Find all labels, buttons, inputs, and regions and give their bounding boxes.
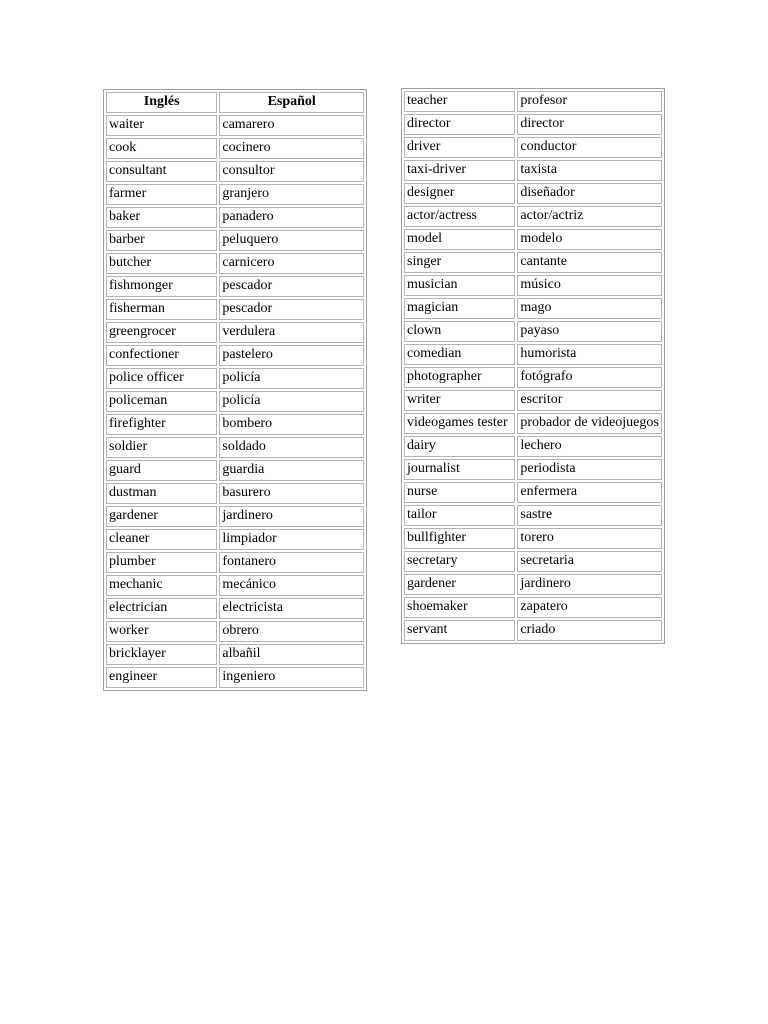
english-word: dairy (404, 436, 515, 457)
table-row (404, 252, 662, 273)
table-row (106, 506, 364, 527)
english-word: electrician (106, 598, 217, 619)
english-word: fisherman (106, 299, 217, 320)
table-row (404, 505, 662, 526)
spanish-word: camarero (219, 115, 364, 136)
english-word: tailor (404, 505, 515, 526)
table-row (404, 413, 662, 434)
table-row (404, 206, 662, 227)
spanish-word: pescador (219, 299, 364, 320)
vocabulary-table-right (401, 88, 665, 644)
spanish-word: peluquero (219, 230, 364, 251)
english-word: director (404, 114, 515, 135)
english-word: cleaner (106, 529, 217, 550)
spanish-word: mago (517, 298, 662, 319)
spanish-word: criado (517, 620, 662, 641)
spanish-word: músico (517, 275, 662, 296)
english-word: gardener (106, 506, 217, 527)
left-table-body (106, 115, 364, 688)
spanish-word: cocinero (219, 138, 364, 159)
table-row (106, 345, 364, 366)
spanish-word: policía (219, 391, 364, 412)
table-row (106, 230, 364, 251)
english-word: greengrocer (106, 322, 217, 343)
table-row (404, 160, 662, 181)
spanish-word: director (517, 114, 662, 135)
table-row (106, 161, 364, 182)
spanish-word: taxista (517, 160, 662, 181)
table-row (106, 322, 364, 343)
spanish-word: mecánico (219, 575, 364, 596)
table-row (106, 368, 364, 389)
spanish-word: cantante (517, 252, 662, 273)
english-word: teacher (404, 91, 515, 112)
spanish-word: consultor (219, 161, 364, 182)
spanish-word: fotógrafo (517, 367, 662, 388)
spanish-word: escritor (517, 390, 662, 411)
english-word: writer (404, 390, 515, 411)
english-word: fishmonger (106, 276, 217, 297)
table-row (106, 437, 364, 458)
english-word: servant (404, 620, 515, 641)
header-ingles: Inglés (106, 92, 217, 113)
spanish-word: sastre (517, 505, 662, 526)
english-word: taxi-driver (404, 160, 515, 181)
spanish-word: obrero (219, 621, 364, 642)
table-row (106, 644, 364, 665)
table-row (404, 551, 662, 572)
english-word: bricklayer (106, 644, 217, 665)
table-row (404, 114, 662, 135)
table-row (106, 207, 364, 228)
spanish-word: secretaria (517, 551, 662, 572)
english-word: worker (106, 621, 217, 642)
english-word: nurse (404, 482, 515, 503)
spanish-word: carnicero (219, 253, 364, 274)
english-word: engineer (106, 667, 217, 688)
english-word: musician (404, 275, 515, 296)
spanish-word: fontanero (219, 552, 364, 573)
spanish-word: lechero (517, 436, 662, 457)
table-row (106, 552, 364, 573)
english-word: designer (404, 183, 515, 204)
english-word: bullfighter (404, 528, 515, 549)
spanish-word: diseñador (517, 183, 662, 204)
spanish-word: soldado (219, 437, 364, 458)
table-row (404, 436, 662, 457)
table-row (106, 115, 364, 136)
spanish-word: humorista (517, 344, 662, 365)
english-word: journalist (404, 459, 515, 480)
right-table-body (404, 91, 662, 641)
english-word: photographer (404, 367, 515, 388)
english-word: guard (106, 460, 217, 481)
table-row (404, 528, 662, 549)
table-row (404, 390, 662, 411)
spanish-word: policía (219, 368, 364, 389)
table-row (106, 184, 364, 205)
english-word: actor/actress (404, 206, 515, 227)
english-word: secretary (404, 551, 515, 572)
table-row (404, 344, 662, 365)
english-word: confectioner (106, 345, 217, 366)
spanish-word: actor/actriz (517, 206, 662, 227)
table-row (404, 137, 662, 158)
spanish-word: conductor (517, 137, 662, 158)
english-word: videogames tester (404, 413, 515, 434)
english-word: shoemaker (404, 597, 515, 618)
english-word: policeman (106, 391, 217, 412)
english-word: farmer (106, 184, 217, 205)
english-word: singer (404, 252, 515, 273)
spanish-word: pescador (219, 276, 364, 297)
table-row (404, 321, 662, 342)
header-row (106, 92, 364, 113)
table-row (106, 575, 364, 596)
spanish-word: torero (517, 528, 662, 549)
english-word: comedian (404, 344, 515, 365)
table-row (404, 597, 662, 618)
table-row (106, 253, 364, 274)
table-row (106, 598, 364, 619)
english-word: magician (404, 298, 515, 319)
table-row (106, 621, 364, 642)
table-row (106, 483, 364, 504)
spanish-word: modelo (517, 229, 662, 250)
spanish-word: jardinero (517, 574, 662, 595)
english-word: soldier (106, 437, 217, 458)
table-row (404, 620, 662, 641)
table-row (106, 276, 364, 297)
spanish-word: pastelero (219, 345, 364, 366)
english-word: plumber (106, 552, 217, 573)
english-word: driver (404, 137, 515, 158)
table-row (404, 91, 662, 112)
spanish-word: verdulera (219, 322, 364, 343)
spanish-word: albañil (219, 644, 364, 665)
table-row (404, 482, 662, 503)
english-word: butcher (106, 253, 217, 274)
table-row (404, 183, 662, 204)
english-word: model (404, 229, 515, 250)
spanish-word: jardinero (219, 506, 364, 527)
spanish-word: guardia (219, 460, 364, 481)
english-word: dustman (106, 483, 217, 504)
english-word: cook (106, 138, 217, 159)
spanish-word: basurero (219, 483, 364, 504)
spanish-word: profesor (517, 91, 662, 112)
spanish-word: zapatero (517, 597, 662, 618)
english-word: baker (106, 207, 217, 228)
table-row (106, 138, 364, 159)
table-row (106, 667, 364, 688)
vocabulary-table-left (103, 89, 367, 691)
table-row (106, 529, 364, 550)
table-row (106, 391, 364, 412)
table-row (106, 299, 364, 320)
spanish-word: payaso (517, 321, 662, 342)
english-word: clown (404, 321, 515, 342)
table-row (404, 298, 662, 319)
english-word: waiter (106, 115, 217, 136)
table-row (106, 414, 364, 435)
english-word: mechanic (106, 575, 217, 596)
table-row (404, 275, 662, 296)
english-word: gardener (404, 574, 515, 595)
spanish-word: electricista (219, 598, 364, 619)
english-word: firefighter (106, 414, 217, 435)
header-espanol: Español (219, 92, 364, 113)
spanish-word: limpiador (219, 529, 364, 550)
english-word: consultant (106, 161, 217, 182)
spanish-word: granjero (219, 184, 364, 205)
spanish-word: panadero (219, 207, 364, 228)
spanish-word: periodista (517, 459, 662, 480)
table-row (404, 574, 662, 595)
english-word: barber (106, 230, 217, 251)
table-row (404, 459, 662, 480)
spanish-word: ingeniero (219, 667, 364, 688)
table-row (404, 367, 662, 388)
table-row (404, 229, 662, 250)
spanish-word: enfermera (517, 482, 662, 503)
table-row (106, 460, 364, 481)
spanish-word: probador de videojuegos (517, 413, 662, 434)
english-word: police officer (106, 368, 217, 389)
spanish-word: bombero (219, 414, 364, 435)
